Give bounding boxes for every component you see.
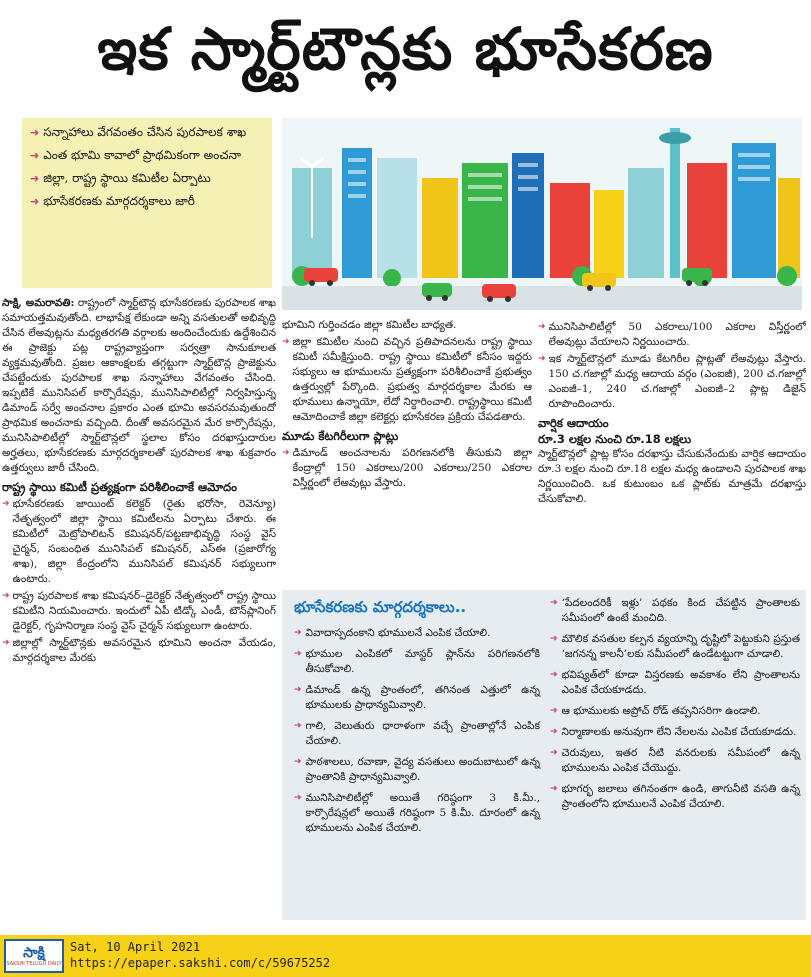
headline: ఇక స్మార్ట్‌టౌన్లకు భూసేకరణ bbox=[97, 14, 714, 83]
guideline-item bbox=[550, 632, 800, 662]
guideline-text: గాలి, వెలుతురు ధారాళంగా వచ్చే ప్రాంతాల్లోనే ఎంపిక చేయాలి. bbox=[305, 720, 540, 747]
sakshi-logo[interactable] bbox=[4, 939, 64, 973]
guideline-text: భవిష్యత్‌లో కూడా విస్తరణకు అవకాశం లేని ప్రాంతాలను ఎంపిక చేయకూడదు. bbox=[561, 669, 800, 696]
guideline-text: ‘పేదలందరికీ ఇళ్లు’ పథకం కింద చేపట్టిన ప్రాంతాలకు సమీపంలో ఉంటే మంచిది. bbox=[561, 597, 800, 624]
arrow-bullet-icon: ➜ bbox=[550, 706, 558, 716]
highlight-item bbox=[30, 170, 264, 187]
dateline: సాక్షి, అమరావతి: bbox=[2, 297, 75, 309]
guideline-item bbox=[294, 647, 540, 677]
logo-subtext: SAKSHI TELUGU DAILY bbox=[6, 961, 62, 967]
guidelines-box bbox=[282, 590, 806, 920]
arrow-bullet-icon: ➜ bbox=[294, 649, 302, 659]
guideline-text: చెరువులు, ఇతర నీటి వనరులకు సమీపంలో ఉన్న భూములను ఎంపిక చేయొద్దు. bbox=[561, 747, 800, 774]
arrow-bullet-icon: ➜ bbox=[2, 499, 10, 509]
guidelines-right-list bbox=[550, 596, 800, 818]
bullet-text: జిల్లాల్లో స్మార్ట్‌టౌన్లకు అవసరమైన భూమిని అంచనా వేయడం, మార్గదర్శకాల మేరకు bbox=[12, 637, 276, 664]
arrow-bullet-icon: ➜ bbox=[550, 784, 558, 794]
arrow-bullet-icon: ➜ bbox=[282, 448, 290, 458]
city-skyline-image bbox=[282, 118, 802, 310]
continued-text: భూమిని గుర్తించడం జిల్లా కమిటీల బాధ్యత. bbox=[282, 319, 457, 331]
arrow-bullet-icon: ➜ bbox=[2, 638, 10, 648]
bullet-item bbox=[2, 497, 276, 587]
guideline-text: నిర్మాణాలకు అనువుగా లేని నేలలను ఎంపిక చేయకూడదు. bbox=[561, 726, 797, 738]
bullet-text: జిల్లా కమిటీల నుంచి వచ్చిన ప్రతిపాదనలను రాష్ట్ర స్థాయి కమిటీ సమీక్షిస్తుంది. రాష్ట్ర స్థాయి కమిటీలో కనీసం ఇద్దరు సభ్యులు ఆ భూములను ప్రత్యక్షంగా పరిశీలించాకే ప్రభుత్వం ఉత్తర్వుల్లో పేర్కొంది. ప్రభుత్వ మార్గదర్శకాల మేరకు ఆ భూములు ఉన్నాయో, లేదో నిర్ధారించాలి. రాష్ట్రస్థాయి కమిటీ ఆమోదించాకే జిల్లా కలెక్టర్లు భూసేకరణ ప్రక్రియ చేపడతారు. bbox=[292, 336, 532, 423]
arrow-bullet-icon: ➜ bbox=[550, 727, 558, 737]
publication-date: Sat, 10 April 2021 bbox=[70, 940, 201, 954]
bullet-text: రాష్ట్ర పురపాలక శాఖ కమిషనర్–డైరెక్టర్ నేతృత్వంలో రాష్ట్ర స్థాయి కమిటీని నియమించారు. ఇందులో ఏపీ టిడ్కో ఎండీ, టౌన్‌ప్లానింగ్ డైరెక్టర్, గృహనిర్మాణ సంస్థ వైస్ చైర్మన్ సభ్యులుగా ఉంటారు. bbox=[12, 590, 276, 632]
arrow-bullet-icon: ➜ bbox=[538, 354, 546, 364]
guideline-text: పాఠశాలలు, రవాణా, వైద్య వసతులు అందుబాటులో ఉన్న ప్రాంతానికి ప్రాధాన్యమివ్వాలి. bbox=[305, 756, 540, 783]
highlights-box bbox=[22, 118, 272, 288]
logo-text: సాక్షి bbox=[23, 945, 45, 961]
income-text: స్మార్ట్‌టౌన్లలో ప్లాట్ల కోసం దరఖాస్తు చేసుకునేందుకు వార్షిక ఆదాయం రూ.3 లక్షల నుంచి రూ.18 లక్షల మధ్య ఉండాలని పురపాలక శాఖ నిర్ణయించింది. ఒక కుటుంబం ఒక ప్లాట్‌కు మాత్రమే దరఖాస్తు చేసుకోవాలి. bbox=[538, 448, 806, 505]
guidelines-title: భూసేకరణకు మార్గదర్శకాలు.. bbox=[294, 598, 467, 616]
subheading: వార్షిక ఆదాయం bbox=[538, 416, 609, 430]
footer-bar bbox=[0, 935, 811, 977]
subheading: మూడు కేటగిరీలుగా ప్లాట్లు bbox=[282, 429, 399, 443]
highlight-item bbox=[30, 124, 264, 141]
guideline-item bbox=[550, 704, 800, 719]
article-column-1 bbox=[2, 296, 276, 918]
subheading: రాష్ట్ర స్థాయి కమిటీ ప్రత్యక్షంగా పరిశీలించాకే ఆమోదం bbox=[2, 480, 237, 494]
guideline-item bbox=[550, 668, 800, 698]
bullet-item bbox=[282, 446, 532, 491]
bullet-item bbox=[2, 636, 276, 666]
intro-text: రాష్ట్రంలో స్మార్ట్‌టౌన్ల భూసేకరణకు పురపాలక శాఖ సమాయత్తమవుతోంది. లాభాపేక్ష లేకుండా అన్ని వసతులతో అభివృద్ధి చేసిన లేఅవుట్లను మధ్యతరగతి వర్గాలకు అందించేందుకు ఉద్దేశించిన ఈ ప్రాజెక్టు పట్ల రాష్ట్రవ్యాప్తంగా సర్వత్రా సానుకూలత వ్యక్తమవుతోంది. ప్రజల ఆకాంక్షలకు తగ్గట్టుగా స్మార్ట్‌టౌన్ల ప్రాజెక్టును చేపట్టేందుకు పురపాలక శాఖ సన్నాహాలు వేగవంతం చేసింది. ఇప్పటికే మునిసిపల్ కార్పొరేషన్లు, మునిసిపాలిటీల్లో నిర్వహిస్తున్న డిమాండ్ సర్వే అంచనాల ప్రకారం ఎంత భూమి అవసరమవుతుందో ప్రాథమిక అంచనాకు వచ్చింది. దీంతో అవసరమైన మేర కార్పొరేషన్లు, మునిసిపాలిటీల్లో స్మార్ట్‌టౌన్లలో స్థలాల కోసం దరఖాస్తుదారుల అర్హతలు, భూసేకరణకు మార్గదర్శకాలతో పురపాలక శాఖ శుక్రవారం ఉత్తర్వులు జారీ చేసింది. bbox=[2, 297, 276, 474]
guideline-item bbox=[294, 683, 540, 713]
guideline-item bbox=[550, 725, 800, 740]
article-column-2 bbox=[282, 318, 532, 580]
arrow-bullet-icon: ➜ bbox=[550, 598, 558, 608]
guideline-text: భూగర్భ జలాలు తగినంతగా ఉండి, తాగునీటి వసతి ఉన్న ప్రాంతంలోని భూములనే ఎంపిక చేయాలి. bbox=[561, 783, 800, 810]
arrow-bullet-icon: ➜ bbox=[30, 172, 40, 185]
highlight-text: జిల్లా, రాష్ట్ర స్థాయి కమిటీల ఏర్పాటు bbox=[43, 171, 211, 185]
article-column-3 bbox=[538, 318, 806, 580]
highlight-text: భూసేకరణకు మార్గదర్శకాలు జారీ bbox=[43, 194, 195, 208]
arrow-bullet-icon: ➜ bbox=[550, 670, 558, 680]
bullet-item bbox=[538, 352, 806, 412]
highlight-text: సన్నాహాలు వేగవంతం చేసిన పురపాలక శాఖ bbox=[43, 125, 247, 139]
arrow-bullet-icon: ➜ bbox=[294, 628, 302, 638]
arrow-bullet-icon: ➜ bbox=[2, 591, 10, 601]
arrow-bullet-icon: ➜ bbox=[294, 793, 302, 803]
guideline-item bbox=[294, 755, 540, 785]
highlight-text: ఎంత భూమి కావాలో ప్రాథమికంగా అంచనా bbox=[43, 148, 241, 162]
arrow-bullet-icon: ➜ bbox=[30, 149, 40, 162]
arrow-bullet-icon: ➜ bbox=[282, 337, 290, 347]
guideline-item bbox=[294, 719, 540, 749]
guideline-text: భూముల ఎంపికలో మాస్టర్ ప్లాన్‌ను పరిగణనలోకి తీసుకోవాలి. bbox=[305, 648, 540, 675]
highlight-item bbox=[30, 193, 264, 210]
bullet-item bbox=[282, 335, 532, 425]
epaper-link[interactable]: https://epaper.sakshi.com/c/59675252 bbox=[70, 956, 331, 970]
arrow-bullet-icon: ➜ bbox=[30, 195, 40, 208]
arrow-bullet-icon: ➜ bbox=[30, 126, 40, 139]
arrow-bullet-icon: ➜ bbox=[294, 685, 302, 695]
highlight-item bbox=[30, 147, 264, 164]
guideline-item bbox=[294, 626, 540, 641]
guideline-text: ఆ భూములకు అప్రోచ్ రోడ్ తప్పనిసరిగా ఉండాలి. bbox=[561, 705, 761, 717]
bullet-text: ఇక స్మార్ట్‌టౌన్లలో మూడు కేటగిరీల ప్లాట్లతో లేఅవుట్లు వేస్తారు. 150 చ.గజాల్లో మధ్య ఆదాయ వర్గం (ఎంఐజీ), 200 చ.గజాల్లో ఎంఐజీ–1, 240 చ.గజాల్లో ఎంఐజీ–2 ప్లాట్ల డిజైన్ రూపొందించారు. bbox=[548, 353, 806, 410]
arrow-bullet-icon: ➜ bbox=[538, 322, 546, 332]
guideline-text: మునిసిపాలిటీల్లో అయితే గరిష్ఠంగా 3 కి.మీ., కార్పొరేషన్లలో అయితే గరిష్ఠంగా 5 కి.మీ. దూరంలో ఉన్న భూములను ఎంపిక చేయాలి. bbox=[305, 792, 540, 834]
arrow-bullet-icon: ➜ bbox=[294, 721, 302, 731]
intro-paragraph bbox=[2, 296, 276, 476]
subheading: రూ.3 లక్షల నుంచి రూ.18 లక్షలు bbox=[538, 432, 692, 446]
bullet-text: డిమాండ్ అంచనాలను పరిగణనలోకి తీసుకుని జిల్లా కేంద్రాల్లో 150 ఎకరాలు/200 ఎకరాలు/250 ఎకరాల విస్తీర్ణంలో లేఅవుట్లు వేస్తారు. bbox=[292, 447, 532, 489]
bullet-text: మునిసిపాలిటీల్లో 50 ఎకరాలు/100 ఎకరాల విస్తీర్ణంలో లేఅవుట్లు వేయాలని నిర్ణయించారు. bbox=[548, 321, 806, 348]
guidelines-left-list bbox=[294, 626, 540, 842]
smart-city-illustration bbox=[282, 118, 802, 310]
guideline-text: వివాదాస్పదంకాని భూములనే ఎంపిక చేయాలి. bbox=[305, 627, 491, 639]
bullet-item bbox=[538, 320, 806, 350]
guideline-text: డిమాండ్ ఉన్న ప్రాంతంలో, తగినంత ఎత్తులో ఉన్న భూములకు ప్రాధాన్యమివ్వాలి. bbox=[305, 684, 540, 711]
guideline-item bbox=[550, 782, 800, 812]
guideline-item bbox=[550, 746, 800, 776]
arrow-bullet-icon: ➜ bbox=[550, 634, 558, 644]
bullet-text: భూసేకరణకు జాయింట్ కలెక్టర్ (రైతు భరోసా, రెవెన్యూ) నేతృత్వంలో జిల్లా స్థాయి కమిటీలను ఏర్పాటు చేశారు. ఈ కమిటీలో మెట్రోపాలిటన్ కమిషనర్/పట్టణాభివృద్ధి సంస్థ వైస్ చైర్మన్, సంబంధిత మునిసిపల్ కమిషనర్, ఎస్‌ఈ (ప్రజారోగ్య శాఖ), జిల్లా కేంద్రంలోని మునిసిపల్ కమిషనర్ సభ్యులుగా ఉంటారు. bbox=[12, 498, 276, 585]
guideline-item bbox=[550, 596, 800, 626]
guideline-item bbox=[294, 791, 540, 836]
bullet-item bbox=[2, 589, 276, 634]
arrow-bullet-icon: ➜ bbox=[550, 748, 558, 758]
arrow-bullet-icon: ➜ bbox=[294, 757, 302, 767]
guideline-text: మౌలిక వసతుల కల్పన వ్యయాన్ని దృష్టిలో పెట్టుకుని ప్రస్తుత ‘జగనన్న కాలనీ’లకు సమీపంలో ఉండేటట్టుగా చూడాలి. bbox=[561, 633, 800, 660]
